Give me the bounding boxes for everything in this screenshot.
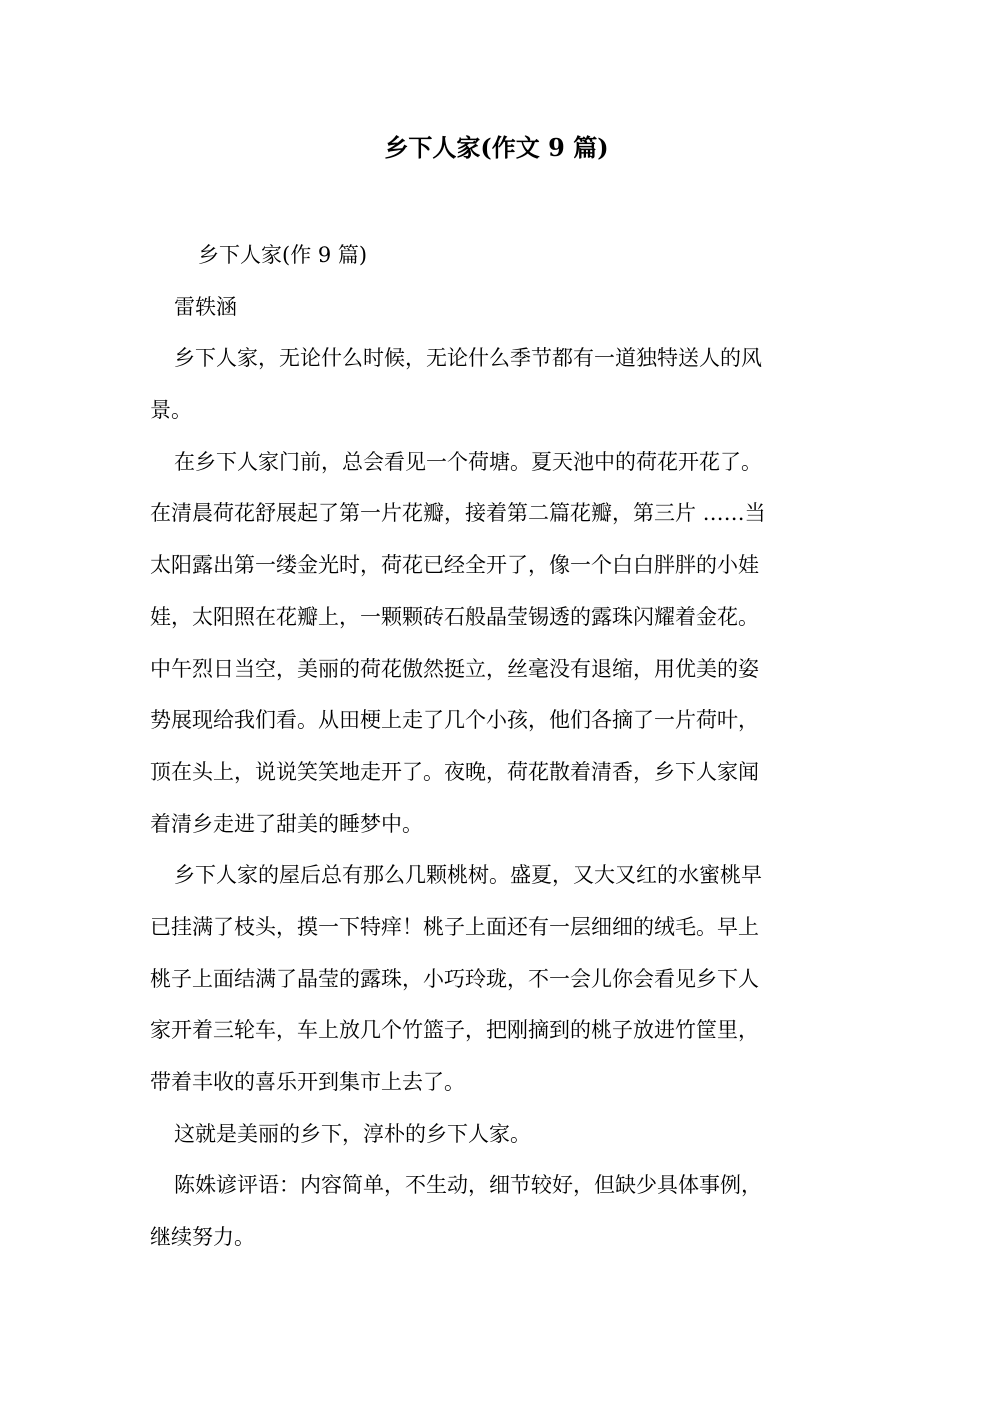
paragraph-1-line-1: 乡下人家，无论什么时候，无论什么季节都有一道独特送人的风 (174, 346, 762, 371)
paragraph-3-line-3: 桃子上面结满了晶莹的露珠，小巧玲珑，不一会儿你会看见乡下人 (150, 966, 759, 991)
paragraph-2-line-5: 中午烈日当空，美丽的荷花傲然挺立，丝毫没有退缩，用优美的姿 (150, 656, 759, 681)
essay-subtitle: 乡下人家(作 9 篇) (198, 243, 368, 267)
paragraph-3-line-1: 乡下人家的屋后总有那么几颗桃树。盛夏，又大又红的水蜜桃早 (174, 863, 762, 888)
paragraph-2-line-4: 娃，太阳照在花瓣上，一颗颗砖石般晶莹锡透的露珠闪耀着金花。 (150, 604, 759, 629)
document-title: 乡下人家(作文 9 篇) (384, 133, 609, 162)
paragraph-4-line-1: 这就是美丽的乡下，淳朴的乡下人家。 (174, 1121, 531, 1146)
paragraph-2-line-6: 势展现给我们看。从田梗上走了几个小孩，他们各摘了一片荷叶， (150, 708, 759, 733)
paragraph-2-line-8: 着清乡走进了甜美的睡梦中。 (150, 811, 423, 836)
paragraph-3-line-4: 家开着三轮车，车上放几个竹篮子，把刚摘到的桃子放进竹筐里， (150, 1018, 759, 1043)
essay-author: 雷轶涵 (174, 294, 237, 319)
document-body (150, 230, 830, 1264)
paragraph-2-line-2: 在清晨荷花舒展起了第一片花瓣，接着第二篇花瓣，第三片 ……当 (150, 501, 766, 526)
teacher-comment-line-1: 陈姝谚评语：内容简单，不生动，细节较好，但缺少具体事例， (174, 1173, 762, 1198)
paragraph-1-line-2: 景。 (150, 398, 192, 423)
paragraph-2-line-1: 在乡下人家门前，总会看见一个荷塘。夏天池中的荷花开花了。 (174, 449, 762, 474)
paragraph-2-line-7: 顶在头上，说说笑笑地走开了。夜晚，荷花散着清香，乡下人家闻 (150, 759, 759, 784)
paragraph-3-line-5: 带着丰收的喜乐开到集市上去了。 (150, 1070, 465, 1094)
paragraph-3-line-2: 已挂满了枝头，摸一下特痒！桃子上面还有一层细细的绒毛。早上 (150, 914, 759, 939)
teacher-comment-line-2: 继续努力。 (150, 1225, 255, 1250)
paragraph-2-line-3: 太阳露出第一缕金光时，荷花已经全开了，像一个白白胖胖的小娃 (150, 553, 759, 578)
